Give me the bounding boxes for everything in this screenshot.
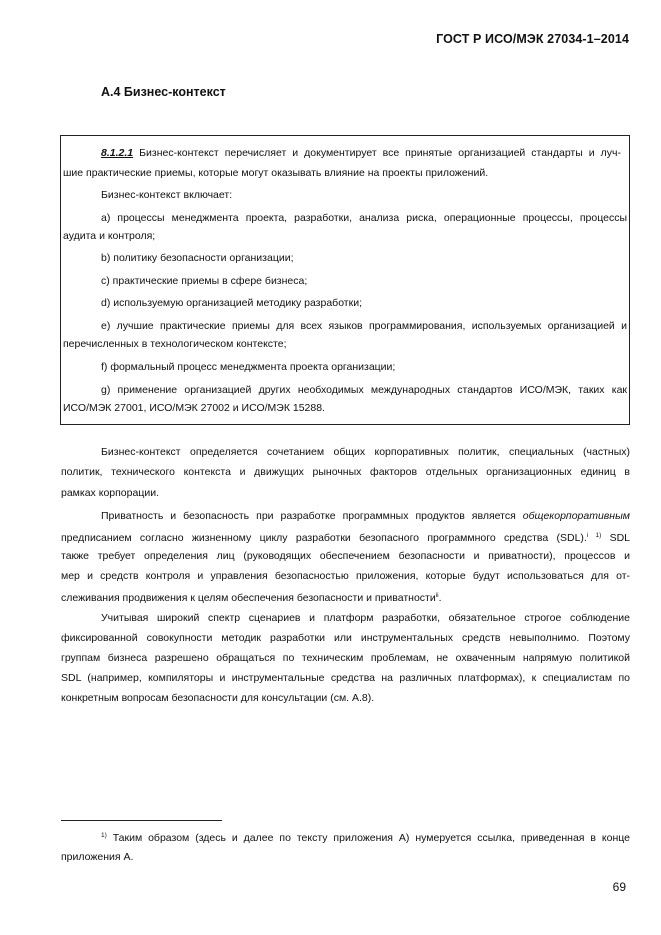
paragraph-3-line-2: фиксированной совокупности методик разработки или инструментальных средств невыполнимо. Поэтому xyxy=(61,632,630,644)
list-item-b: b) политику безопасности организации; xyxy=(101,252,294,264)
paragraph-2-line-2: предписанием согласно жизненному циклу разработки безопасного программного средства (SDL).$^{i 1)}$ SDL xyxy=(61,532,631,544)
list-item-a-line-1: a) процессы менеджмента проекта, разработки, анализа риска, операционные процессы, процессы xyxy=(101,212,627,224)
list-item-d: d) используемую организацией методику разработки; xyxy=(101,297,362,309)
footnote-marker: i 1) xyxy=(586,532,602,539)
endnote-marker: ii xyxy=(435,592,439,599)
paragraph-1-line-3: рамках корпорации. xyxy=(61,487,159,499)
paragraph-1-line-2: политик, технического контекста и движущих рыночных факторов отдельных организационных единиц в xyxy=(61,466,630,478)
clause-reference: 8.1.2.1 xyxy=(101,147,134,159)
document-header: ГОСТ Р ИСО/МЭК 27034-1–2014 xyxy=(436,32,629,46)
footnote-line-2: приложения А. xyxy=(61,851,134,863)
footnote-number: 1) xyxy=(101,832,107,839)
paragraph-2-line-3: также требует определения лиц (руководящих обеспечением безопасности и приватности), процессов и xyxy=(61,550,630,562)
list-item-f: f) формальный процесс менеджмента проекта организации; xyxy=(101,361,396,373)
box-intro-line-2: шие практические приемы, которые могут оказывать влияние на проекты приложений. xyxy=(63,167,489,179)
list-item-e-line-1: e) лучшие практические приемы для всех языков программирования, используемых организацией и xyxy=(101,320,627,332)
footnote-divider xyxy=(61,820,222,821)
paragraph-3-line-1: Учитывая широкий спектр сценариев и платформ разработки, обязательное строгое соблюдение xyxy=(101,612,630,624)
emphasis-text: общекорпоративным xyxy=(522,510,630,522)
list-item-g-line-1: g) применение организацией других необходимых международных стандартов ИСО/МЭК, таких как xyxy=(101,384,627,396)
list-item-c: c) практические приемы в сфере бизнеса; xyxy=(101,275,308,287)
paragraph-3-line-3: группам бизнеса разрешено обращаться по техническим проблемам, не охваченным напрямую политикой xyxy=(61,652,630,664)
footnote-line-1: $^{1)}$ Таким образом (здесь и далее по тексту приложения А) нумеруется ссылка, приведенная в конце xyxy=(101,832,630,844)
box-intro-line-1: 8.1.2.1 Бизнес-контекст перечисляет и документирует все принятые организацией стандарты и луч- xyxy=(101,147,621,159)
page-number: 69 xyxy=(612,880,626,894)
paragraph-1-line-1: Бизнес-контекст определяется сочетанием общих корпоративных политик, специальных (частных) xyxy=(101,446,630,458)
section-title: А.4 Бизнес-контекст xyxy=(101,85,226,99)
quoted-clause-box xyxy=(60,135,630,425)
paragraph-3-line-5: конкретным вопросам безопасности для консультации (см. А.8). xyxy=(61,692,375,704)
list-item-e-line-2: перечисленных в технологическом контексте; xyxy=(63,338,287,350)
paragraph-3-line-4: SDL (например, компиляторы и инструментальные средства на различных платформах), к специалистам по xyxy=(61,672,630,684)
paragraph-2-line-5: слеживания продвижения к целям обеспечения безопасности и приватности$^{ii}$. xyxy=(61,592,442,604)
paragraph-2-line-4: мер и средств контроля и управления безопасностью приложения, которые будут использоваться для от- xyxy=(61,570,630,582)
paragraph-2-line-1: Приватность и безопасность при разработке программных продуктов является общекорпоративным xyxy=(101,510,630,522)
list-item-g-line-2: ИСО/МЭК 27001, ИСО/МЭК 27002 и ИСО/МЭК 15288. xyxy=(63,402,325,414)
box-includes: Бизнес-контекст включает: xyxy=(101,189,233,201)
list-item-a-line-2: аудита и контроля; xyxy=(63,230,156,242)
